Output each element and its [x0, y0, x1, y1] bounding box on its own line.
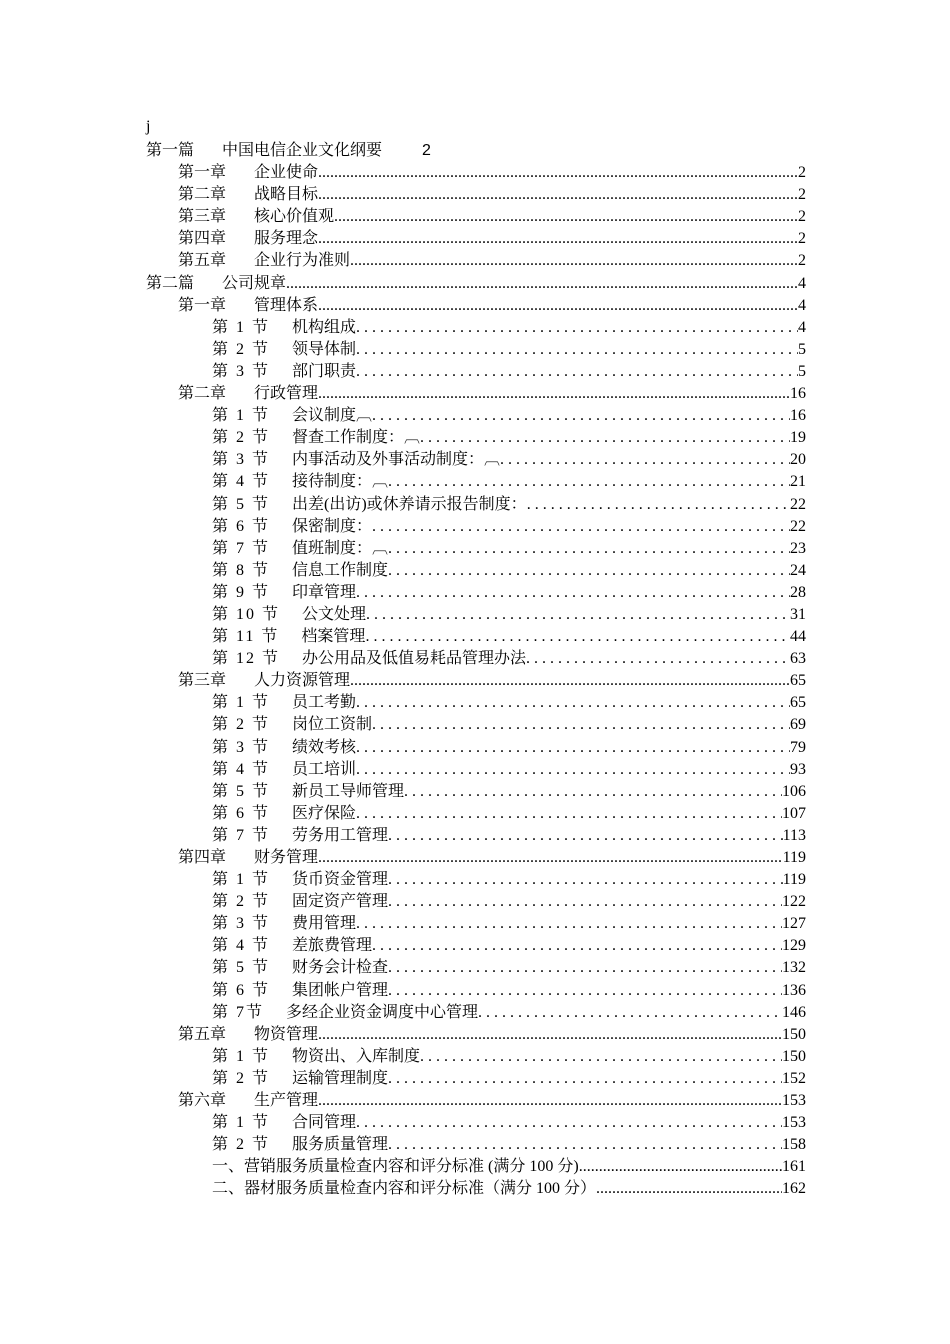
- toc-entry-label: [212, 1068, 388, 1090]
- toc-entry-label: [212, 560, 388, 582]
- toc-entry[interactable]: [212, 317, 806, 339]
- toc-leader-dots: [356, 759, 790, 781]
- toc-entry[interactable]: [212, 1156, 806, 1178]
- toc-leader-dots: [527, 494, 790, 516]
- toc-entry[interactable]: [212, 781, 806, 803]
- toc-entry-title: 印章管理: [292, 583, 357, 601]
- toc-entry-label: [178, 670, 350, 692]
- toc-page-number: 153: [782, 1114, 806, 1132]
- toc-entry-title: 企业使命: [254, 164, 319, 182]
- toc-page-number: 44: [790, 628, 806, 646]
- toc-entry-number: 第 1 节: [212, 407, 271, 425]
- toc-entry[interactable]: [212, 449, 806, 471]
- toc-page-number: 79: [790, 738, 806, 756]
- toc-leader-dots: [420, 1046, 782, 1068]
- toc-entry[interactable]: [212, 1112, 806, 1134]
- toc-page-number: 119: [782, 871, 806, 889]
- toc-entry-title: 货币资金管理: [292, 871, 389, 889]
- toc-entry[interactable]: [212, 427, 806, 449]
- toc-leader-dots: [318, 184, 798, 206]
- toc-page-number: 4: [798, 296, 806, 314]
- toc-entry-title: 固定资产管理: [292, 893, 389, 911]
- toc-page-number: 161: [782, 1158, 806, 1176]
- stray-character: j: [146, 118, 151, 135]
- toc-leader-dots: [372, 405, 790, 427]
- toc-page-number: 65: [790, 694, 806, 712]
- toc-entry-number: 第五章: [178, 1025, 227, 1043]
- toc-entry-number: 第六章: [178, 1092, 227, 1110]
- toc-entry-title: 公文处理: [302, 605, 367, 623]
- toc-entry[interactable]: [178, 295, 806, 317]
- toc-entry[interactable]: [212, 1178, 806, 1200]
- toc-leader-dots: [365, 626, 790, 648]
- toc-entry-label: [212, 1002, 478, 1024]
- toc-leader-dots: [318, 228, 798, 250]
- toc-leader-dots: [500, 449, 790, 471]
- toc-entry-title: 核心价值观: [254, 208, 335, 226]
- toc-entry[interactable]: [146, 140, 806, 162]
- toc-entry-title: 管理体系: [254, 296, 319, 314]
- toc-leader-dots: [318, 1090, 782, 1112]
- toc-entry-label: [178, 228, 318, 250]
- toc-leader-dots: [286, 273, 798, 295]
- toc-entry-label: [178, 295, 318, 317]
- toc-entry[interactable]: [212, 361, 806, 383]
- toc-entry-label: [212, 494, 527, 516]
- toc-entry-title: 费用管理: [292, 915, 357, 933]
- toc-entry-label: [212, 737, 356, 759]
- toc-entry-label: [178, 162, 318, 184]
- toc-entry[interactable]: [178, 228, 806, 250]
- toc-entry[interactable]: [212, 803, 806, 825]
- toc-entry[interactable]: [178, 383, 806, 405]
- toc-leader-dots: [478, 1002, 782, 1024]
- toc-entry-title: 办公用品及低值易耗品管理办法: [302, 650, 527, 668]
- toc-leader-dots: [388, 1068, 782, 1090]
- toc-entry-number: 第 1 节: [212, 1114, 271, 1132]
- toc-entry-number: 第 5 节: [212, 495, 271, 513]
- toc-leader-dots: [388, 471, 790, 493]
- toc-entry-title: 岗位工资制: [292, 716, 373, 734]
- toc-entry[interactable]: [212, 935, 806, 957]
- toc-entry-label: [212, 1046, 420, 1068]
- toc-page-number: 158: [782, 1136, 806, 1154]
- toc-entry-label: [212, 449, 500, 471]
- toc-entry-number: 第 5 节: [212, 782, 271, 800]
- toc-entry-label: [212, 913, 356, 935]
- toc-entry-label: [212, 957, 388, 979]
- toc-entry-number: 第 3 节: [212, 362, 271, 380]
- toc-entry-number: 第 2 节: [212, 340, 271, 358]
- toc-leader-dots: [388, 869, 783, 891]
- toc-leader-dots: [388, 957, 782, 979]
- toc-entry-title: 内事活动及外事活动制度：︹: [292, 451, 501, 469]
- toc-entry-number: 第 7节: [212, 1003, 265, 1021]
- toc-entry[interactable]: [212, 1046, 806, 1068]
- toc-leader-dots: [350, 670, 790, 692]
- toc-entry-title: 中国电信企业文化纲要: [222, 142, 383, 159]
- toc-leader-dots: [388, 891, 782, 913]
- toc-entry-number: 第一篇: [146, 142, 195, 159]
- toc-entry-number: 第 4 节: [212, 937, 271, 955]
- toc-entry-label: [212, 648, 526, 670]
- toc-entry-title: 多经企业资金调度中心管理: [286, 1003, 479, 1021]
- toc-leader-dots: [356, 737, 790, 759]
- toc-page-number: 132: [782, 959, 806, 977]
- toc-entry-number: 第四章: [178, 230, 227, 248]
- toc-entry-number: 第 2 节: [212, 716, 271, 734]
- toc-page-number: 69: [790, 716, 806, 734]
- toc-entry-title: 差旅费管理: [292, 937, 373, 955]
- toc-leader-dots: [420, 427, 790, 449]
- toc-entry-label: [212, 471, 388, 493]
- toc-entry-label: [212, 1112, 356, 1134]
- toc-entry[interactable]: [212, 339, 806, 361]
- toc-leader-dots: [388, 538, 790, 560]
- toc-leader-dots: [579, 1156, 782, 1178]
- toc-entry[interactable]: [178, 847, 806, 869]
- toc-entry-number: 第 6 节: [212, 804, 271, 822]
- toc-entry-number: 第 1 节: [212, 694, 271, 712]
- toc-page-number: 106: [782, 782, 806, 800]
- toc-entry-title: 机构组成: [292, 318, 357, 336]
- toc-entry-number: 第 4 节: [212, 760, 271, 778]
- toc-entry-number: 第三章: [178, 208, 227, 226]
- toc-entry-title: 劳务用工管理: [292, 826, 389, 844]
- toc-entry-label: [178, 250, 350, 272]
- toc-leader-dots: [526, 648, 790, 670]
- toc-entry[interactable]: [212, 1002, 806, 1024]
- toc-entry-label: [212, 361, 356, 383]
- toc-page-number: 129: [782, 937, 806, 955]
- toc-entry-number: 第 2 节: [212, 1136, 271, 1154]
- toc-entry[interactable]: [212, 913, 806, 935]
- toc-entry[interactable]: [212, 891, 806, 913]
- toc-page-number: 23: [790, 539, 806, 557]
- toc-entry-label: [212, 692, 356, 714]
- toc-leader-dots: [318, 383, 790, 405]
- toc-entry-title: 绩效考核: [292, 738, 357, 756]
- toc-page-number: 162: [782, 1180, 806, 1198]
- toc-entry-title: 部门职责: [292, 362, 357, 380]
- toc-entry-label: [212, 317, 356, 339]
- toc-entry[interactable]: [212, 714, 806, 736]
- toc-entry-title: 物资管理: [254, 1025, 319, 1043]
- toc-entry-label: [178, 184, 318, 206]
- toc-page-number: 31: [790, 605, 806, 623]
- toc-entry-title: 企业行为准则: [254, 252, 351, 270]
- toc-page-number: 2: [798, 230, 806, 248]
- toc-entry-label: [212, 1156, 579, 1178]
- toc-page-number: 2: [798, 252, 806, 270]
- toc-entry-label: [178, 206, 334, 228]
- toc-page-number: 153: [782, 1092, 806, 1110]
- toc-leader-dots: [318, 295, 798, 317]
- toc-entry-number: 第二章: [178, 186, 227, 204]
- toc-entry[interactable]: [212, 538, 806, 560]
- toc-leader-dots: [356, 1112, 782, 1134]
- toc-entry-title: 人力资源管理: [254, 672, 351, 690]
- toc-entry-label: [212, 781, 404, 803]
- toc-entry-label: [212, 1134, 388, 1156]
- toc-leader-dots: [388, 560, 790, 582]
- toc-page-number: 19: [790, 429, 806, 447]
- toc-leader-dots: [334, 206, 798, 228]
- toc-entry-title: 督查工作制度：︹: [292, 429, 421, 447]
- toc-leader-dots: [318, 1024, 782, 1046]
- toc-entry-number: 第二篇: [146, 274, 195, 292]
- toc-entry-number: 第 7 节: [212, 539, 271, 557]
- toc-entry-label: [212, 582, 356, 604]
- toc-entry-title: 会议制度︹: [292, 407, 373, 425]
- toc-leader-dots: [388, 980, 782, 1002]
- toc-entry[interactable]: [212, 560, 806, 582]
- toc-entry-number: 第五章: [178, 252, 227, 270]
- toc-leader-dots: [372, 516, 790, 538]
- toc-page-number: 107: [782, 804, 806, 822]
- toc-leader-dots: [356, 692, 790, 714]
- toc-page-number: 65: [790, 672, 806, 690]
- toc-entry-number: 第 11 节: [212, 628, 280, 646]
- table-of-contents: [0, 140, 950, 1201]
- toc-entry-title: 战略目标: [254, 186, 319, 204]
- toc-entry-title: 财务管理: [254, 849, 319, 866]
- toc-entry-label: [212, 803, 356, 825]
- toc-entry-number: 第 2 节: [212, 893, 271, 911]
- toc-entry-title: 运输管理制度: [292, 1069, 389, 1087]
- toc-entry-number: 第二章: [178, 385, 227, 403]
- toc-entry[interactable]: [212, 980, 806, 1002]
- toc-page-number: 2: [422, 142, 431, 159]
- toc-entry-number: 一、: [212, 1158, 245, 1176]
- toc-entry-number: 第一章: [178, 164, 227, 182]
- toc-leader-dots: [356, 317, 798, 339]
- toc-leader-dots: [318, 847, 783, 869]
- toc-entry-number: 第 3 节: [212, 915, 271, 933]
- toc-entry[interactable]: [178, 206, 806, 228]
- toc-entry-number: 第 10 节: [212, 605, 281, 623]
- toc-leader-dots: [356, 361, 798, 383]
- toc-entry-number: 二、: [212, 1180, 245, 1198]
- toc-entry[interactable]: [178, 250, 806, 272]
- toc-entry[interactable]: [178, 670, 806, 692]
- toc-leader-dots: [318, 162, 798, 184]
- toc-entry[interactable]: [212, 516, 806, 538]
- toc-entry-title: 档案管理: [301, 628, 366, 646]
- toc-entry[interactable]: [212, 957, 806, 979]
- toc-page-number: 16: [790, 385, 806, 403]
- toc-leader-dots: [356, 803, 782, 825]
- toc-entry-label: [212, 427, 420, 449]
- toc-entry-label: [178, 1024, 318, 1046]
- toc-leader-dots: [372, 935, 782, 957]
- toc-entry-number: 第 4 节: [212, 473, 271, 491]
- toc-entry-title: 服务质量管理: [292, 1136, 389, 1154]
- toc-entry-title: 信息工作制度: [292, 561, 389, 579]
- toc-entry[interactable]: [212, 494, 806, 516]
- toc-entry[interactable]: [212, 626, 806, 648]
- toc-leader-dots: [350, 250, 798, 272]
- toc-entry-number: 第 1 节: [212, 871, 271, 889]
- toc-entry-label: [212, 759, 356, 781]
- toc-entry-label: [212, 339, 356, 361]
- toc-page-number: 5: [798, 362, 806, 380]
- toc-entry-number: 第 1 节: [212, 1047, 271, 1065]
- toc-page-number: 4: [798, 274, 806, 292]
- toc-entry-label: [178, 1090, 318, 1112]
- toc-entry[interactable]: [212, 471, 806, 493]
- toc-page-number: 152: [782, 1069, 806, 1087]
- toc-entry[interactable]: [212, 869, 806, 891]
- toc-leader-dots: [372, 714, 790, 736]
- toc-entry[interactable]: [178, 162, 806, 184]
- toc-entry[interactable]: [178, 1090, 806, 1112]
- toc-page-number: 2: [798, 164, 806, 182]
- toc-entry-number: 第 5 节: [212, 959, 271, 977]
- toc-entry-title: 医疗保险: [292, 804, 357, 822]
- toc-entry-label: [178, 847, 318, 869]
- toc-leader-dots: [356, 582, 790, 604]
- toc-entry-title: 出差(出访)或休养请示报告制度：: [292, 495, 527, 513]
- toc-entry[interactable]: [212, 692, 806, 714]
- toc-entry-number: 第 7 节: [212, 826, 271, 844]
- toc-page-number: 122: [782, 893, 806, 911]
- toc-page-number: 2: [798, 208, 806, 226]
- toc-leader-dots: [356, 339, 798, 361]
- toc-entry-label: [212, 891, 388, 913]
- toc-entry[interactable]: [212, 759, 806, 781]
- toc-entry-number: 第 3 节: [212, 451, 271, 469]
- toc-entry-label: [212, 825, 388, 847]
- toc-entry-title: 新员工导师管理: [292, 782, 405, 800]
- toc-page-number: 20: [790, 451, 806, 469]
- toc-leader-dots: [356, 913, 782, 935]
- toc-entry-title: 器材服务质量检查内容和评分标准（满分 100 分）: [244, 1180, 597, 1198]
- toc-entry-title: 值班制度：︹: [292, 539, 389, 557]
- toc-page-number: 24: [790, 561, 806, 579]
- toc-page-number: 136: [782, 981, 806, 999]
- toc-entry-title: 行政管理: [254, 385, 319, 403]
- toc-entry-label: [212, 980, 388, 1002]
- toc-page-number: 22: [790, 517, 806, 535]
- toc-entry-number: 第 6 节: [212, 981, 271, 999]
- toc-entry-label: [212, 626, 365, 648]
- toc-entry[interactable]: [212, 1134, 806, 1156]
- toc-entry-title: 合同管理: [292, 1114, 357, 1132]
- toc-page-number: 21: [790, 473, 806, 491]
- toc-page-number: 5: [798, 340, 806, 358]
- toc-entry-number: 第三章: [178, 672, 227, 690]
- toc-entry-number: 第 2 节: [212, 429, 271, 447]
- toc-entry-label: [212, 935, 372, 957]
- toc-entry-label: [178, 383, 318, 405]
- toc-page-number: 93: [790, 760, 806, 778]
- toc-entry-label: [212, 405, 372, 427]
- toc-entry-number: 第 12 节: [212, 650, 281, 668]
- toc-entry[interactable]: [212, 405, 806, 427]
- toc-leader-dots: [596, 1178, 782, 1200]
- toc-entry-title: 财务会计检查: [292, 959, 389, 977]
- toc-entry-label: [212, 1178, 596, 1200]
- toc-entry-title: 员工考勤: [292, 694, 357, 712]
- toc-entry-number: 第 9 节: [212, 583, 271, 601]
- toc-page-number: 2: [798, 186, 806, 204]
- toc-entry[interactable]: [212, 604, 806, 626]
- toc-page-number: 113: [782, 826, 806, 844]
- toc-entry-number: 第 2 节: [212, 1069, 271, 1087]
- toc-entry[interactable]: [212, 737, 806, 759]
- toc-entry-title: 服务理念: [254, 230, 319, 248]
- toc-entry-label: [212, 869, 388, 891]
- toc-entry-number: 第一章: [178, 296, 227, 314]
- toc-leader-dots: [388, 825, 783, 847]
- toc-entry[interactable]: [212, 1068, 806, 1090]
- toc-page-number: 127: [782, 915, 806, 933]
- toc-entry-number: 第 8 节: [212, 561, 271, 579]
- toc-page-number: 4: [798, 318, 806, 336]
- toc-page-number: 119: [782, 849, 806, 866]
- toc-leader-dots: [404, 781, 782, 803]
- toc-entry[interactable]: [178, 184, 806, 206]
- toc-page-number: 28: [790, 583, 806, 601]
- toc-entry-number: 第四章: [178, 849, 227, 866]
- toc-entry-title: 生产管理: [254, 1092, 319, 1110]
- toc-entry-number: 第 1 节: [212, 318, 271, 336]
- toc-entry[interactable]: [212, 648, 806, 670]
- toc-entry[interactable]: [212, 825, 806, 847]
- toc-leader-dots: [388, 1134, 782, 1156]
- toc-entry-label: [146, 273, 286, 295]
- toc-page-number: 146: [782, 1003, 806, 1021]
- toc-page-number: 22: [790, 495, 806, 513]
- toc-entry-label: [212, 714, 372, 736]
- toc-entry-title: 保密制度：: [292, 517, 373, 535]
- toc-leader-dots: [366, 604, 790, 626]
- toc-page-number: 150: [782, 1047, 806, 1065]
- toc-entry-label: [212, 538, 388, 560]
- toc-page-number: 16: [790, 407, 806, 425]
- toc-page-number: 150: [782, 1025, 806, 1043]
- toc-entry-title: 集团帐户管理: [292, 981, 389, 999]
- toc-entry-label: [146, 140, 382, 162]
- toc-entry-title: 公司规章: [222, 274, 287, 292]
- toc-entry-label: [212, 516, 372, 538]
- toc-entry-label: [212, 604, 366, 626]
- toc-page-number: 63: [790, 650, 806, 668]
- toc-entry-number: 第 6 节: [212, 517, 271, 535]
- toc-entry-number: 第 3 节: [212, 738, 271, 756]
- toc-entry-title: 领导体制: [292, 340, 357, 358]
- toc-entry[interactable]: [178, 1024, 806, 1046]
- toc-entry[interactable]: [146, 273, 806, 295]
- toc-entry-title: 营销服务质量检查内容和评分标准 (满分 100 分): [244, 1158, 579, 1176]
- toc-entry[interactable]: [212, 582, 806, 604]
- toc-entry-title: 接待制度：︹: [292, 473, 389, 491]
- toc-entry-title: 物资出、入库制度: [292, 1047, 421, 1065]
- toc-entry-title: 员工培训: [292, 760, 357, 778]
